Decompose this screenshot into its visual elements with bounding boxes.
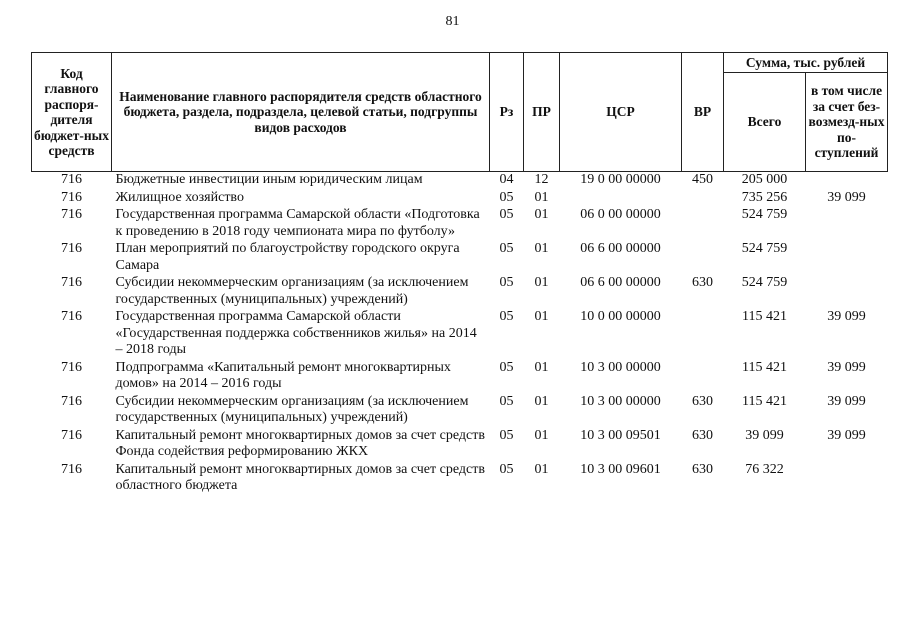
cell-vr: 630 [692,427,713,443]
header-free: в том числе за счет без-возмезд-ных по-ступлений [806,73,888,172]
table-header [32,53,888,172]
table-row [32,309,888,360]
cell-free [806,241,888,275]
cell-free: 39 099 [827,309,866,324]
cell-vr [682,309,724,360]
cell-code: 716 [61,359,82,375]
cell-pr: 01 [534,393,549,409]
table-row [32,207,888,241]
header-total: Всего [724,73,806,172]
cell-csr: 10 3 00 09601 [580,461,661,477]
header-name: Наименование главного распорядителя средств областного бюджета, раздела, подраздела, целевой статьи, подгруппы видов расходов [112,53,490,172]
cell-csr: 06 0 00 00000 [580,207,661,222]
cell-csr: 06 6 00 00000 [580,241,661,256]
cell-rz: 05 [499,427,514,443]
header-rz: Рз [490,53,524,172]
table-row [32,462,888,496]
cell-vr: 630 [692,461,713,477]
cell-code: 716 [61,241,82,256]
cell-code: 716 [61,275,82,290]
table-row [32,428,888,462]
cell-rz: 05 [499,359,514,375]
cell-pr: 01 [534,309,549,324]
cell-name: Субсидии некоммерческим организациям (за исключением государственных (муниципальных) учреждений) [115,275,469,307]
cell-vr: 630 [692,275,713,290]
cell-total: 524 759 [741,275,788,290]
cell-total: 115 421 [742,309,787,324]
header-pr: ПР [524,53,560,172]
cell-code: 716 [61,189,82,205]
cell-csr [560,190,682,208]
cell-total: 39 099 [745,427,784,443]
cell-free: 39 099 [827,359,866,375]
cell-rz: 04 [499,172,514,187]
cell-code: 716 [61,393,82,409]
cell-vr: 630 [692,393,713,409]
cell-csr: 10 3 00 09501 [580,427,661,443]
table-row [32,275,888,309]
cell-rz: 05 [499,189,514,205]
cell-pr: 01 [534,207,549,222]
cell-csr: 10 0 00 00000 [580,309,661,324]
header-code: Код главного распоря-дителя бюджет-ных средств [32,53,112,172]
cell-name: Подпрограмма «Капитальный ремонт многоквартирных домов» на 2014 – 2016 годы [115,359,451,391]
cell-vr: 450 [692,172,713,187]
cell-free [806,462,888,496]
cell-free: 39 099 [827,427,866,443]
cell-pr: 01 [534,461,549,477]
cell-total: 735 256 [741,189,788,205]
cell-vr [682,190,724,208]
cell-total: 115 421 [742,393,787,409]
cell-csr: 10 3 00 00000 [580,393,661,409]
cell-code: 716 [61,461,82,477]
cell-rz: 05 [499,241,514,256]
header-sum: Сумма, тыс. рублей [724,53,888,73]
table-row [32,241,888,275]
cell-rz: 05 [499,207,514,222]
cell-vr [682,241,724,275]
cell-vr [682,360,724,394]
cell-csr: 06 6 00 00000 [580,275,661,290]
cell-name: Капитальный ремонт многоквартирных домов за счет средств областного бюджета [115,461,485,493]
cell-name: Государственная программа Самарской области «Государственная поддержка собственников жилья» на 2014 – 2018 годы [115,309,477,357]
cell-free [806,275,888,309]
cell-rz: 05 [499,309,514,324]
cell-pr: 01 [534,241,549,256]
cell-pr: 01 [534,275,549,290]
cell-code: 716 [61,207,82,222]
cell-total: 76 322 [745,461,784,477]
budget-table [31,52,888,496]
cell-csr: 19 0 00 00000 [580,172,661,187]
cell-total: 524 759 [741,207,788,222]
header-vr: ВР [682,53,724,172]
cell-free [806,207,888,241]
cell-rz: 05 [499,393,514,409]
cell-pr: 01 [534,427,549,443]
cell-code: 716 [61,172,82,187]
cell-name: Капитальный ремонт многоквартирных домов за счет средств Фонда содействия реформированию ЖКХ [115,427,485,459]
table-row [32,172,888,190]
cell-name: План мероприятий по благоустройству городского округа Самара [115,241,460,273]
cell-pr: 12 [534,172,549,187]
table-body [32,172,888,496]
table-row [32,394,888,428]
cell-rz: 05 [499,275,514,290]
table-row [32,360,888,394]
cell-total: 205 000 [741,172,788,187]
cell-name: Государственная программа Самарской области «Подготовка к проведению в 2018 году чемпионата мира по футболу» [115,207,480,239]
cell-pr: 01 [534,189,549,205]
cell-free [806,172,888,190]
cell-total: 524 759 [741,241,788,256]
cell-name: Бюджетные инвестиции иным юридическим лицам [115,172,423,187]
cell-total: 115 421 [742,359,787,375]
cell-rz: 05 [499,461,514,477]
table-row [32,190,888,208]
cell-pr: 01 [534,359,549,375]
page-number: 81 [445,14,460,29]
cell-csr: 10 3 00 00000 [580,359,661,375]
cell-code: 716 [61,427,82,443]
cell-name: Субсидии некоммерческим организациям (за исключением государственных (муниципальных) учреждений) [115,393,469,425]
cell-free: 39 099 [827,189,866,205]
cell-vr [682,207,724,241]
header-csr: ЦСР [560,53,682,172]
cell-free: 39 099 [827,393,866,409]
cell-code: 716 [61,309,82,324]
cell-name: Жилищное хозяйство [115,189,244,205]
